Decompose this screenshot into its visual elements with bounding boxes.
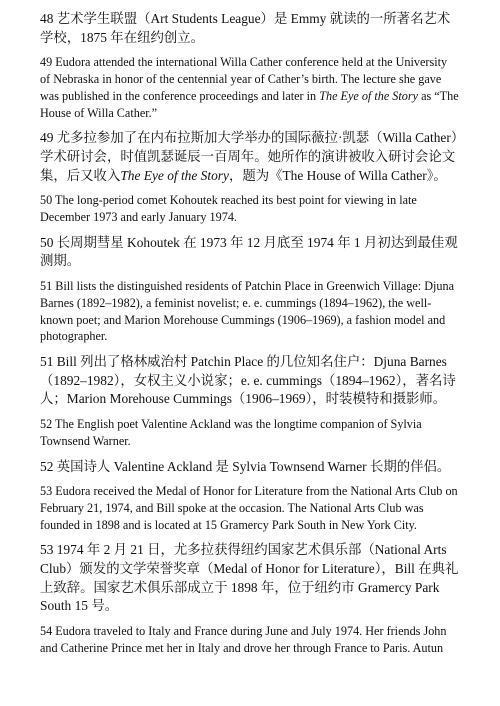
text-run: 53 Eudora received the Medal of Honor for Literature from the National Arts Club on February 21, 1974, and Bill spoke at the occasion. The National Arts Club was founded in 1898 and is located at 15 Gramercy Park South in New York City. bbox=[40, 484, 458, 532]
footnote-zh bbox=[40, 541, 460, 615]
footnote-en bbox=[40, 278, 460, 345]
footnote-zh bbox=[40, 129, 460, 185]
footnote-en bbox=[40, 416, 460, 450]
italic-title: The Eye of the Story bbox=[319, 88, 419, 103]
text-run: 49 尤多拉参加了在内布拉斯加大学举办的国际薇拉·凯瑟（Willa Cather）学术研讨会，时值凯瑟诞辰一百周年。她所作的演讲被收入研讨会论文集，后又收入 bbox=[40, 130, 458, 183]
footnote-zh bbox=[40, 10, 460, 47]
text-run: 52 The English poet Valentine Ackland was the longtime companion of Sylvia Townsend Warner. bbox=[40, 416, 422, 448]
text-run: ，题为《The House of Willa Cather》。 bbox=[228, 167, 447, 183]
text-run: 50 长周期彗星 Kohoutek 在 1973 年 12 月底至 1974 年 1 月初达到最佳观测期。 bbox=[40, 234, 458, 269]
text-run: 51 Bill 列出了格林威治村 Patchin Place 的几位知名住户：Djuna Barnes（1892–1982），女权主义小说家；e. e. cummings（1894–1962），著名诗人；Marion Morehouse Cummings（1906–1969），时装模特和摄影师。 bbox=[40, 354, 456, 407]
text-run: 50 The long-period comet Kohoutek reached its best point for viewing in late December 1973 and early January 1974. bbox=[40, 193, 417, 224]
footnote-en bbox=[40, 623, 460, 657]
text-run: as “The House of Willa Cather.” bbox=[40, 88, 459, 120]
footnote-zh bbox=[40, 234, 460, 271]
footnote-en bbox=[40, 483, 460, 533]
footnote-zh bbox=[40, 353, 460, 409]
text-run: 49 Eudora attended the international Willa Cather conference held at the University of Nebraska in honor of the centennial year of Cather’s birth. The lecture she gave was published in the conference proceedings and later in bbox=[40, 55, 448, 103]
text-run: 52 英国诗人 Valentine Ackland 是 Sylvia Townsend Warner 长期的伴侣。 bbox=[40, 458, 451, 474]
footnote-en bbox=[40, 54, 460, 121]
italic-title: The Eye of the Story bbox=[120, 167, 229, 183]
text-run: 54 Eudora traveled to Italy and France during June and July 1974. Her friends John and Catherine Prince met her in Italy and drove her through France to Paris. Autun bbox=[40, 623, 447, 655]
text-run: 53 1974 年 2 月 21 日，尤多拉获得纽约国家艺术俱乐部（National Arts Club）颁发的文学荣誉奖章（Medal of Honor for Literature），Bill 在典礼上致辞。国家艺术俱乐部成立于 1898 年，位于纽约市 Gramercy Park South 15 号。 bbox=[40, 542, 459, 614]
text-run: 48 艺术学生联盟（Art Students League）是 Emmy 就读的一所著名艺术学校，1875 年在纽约创立。 bbox=[40, 11, 451, 45]
footnote-zh bbox=[40, 458, 460, 477]
footnote-en bbox=[40, 192, 460, 226]
text-run: 51 Bill lists the distinguished residents of Patchin Place in Greenwich Village: Djuna Barnes (1892–1982), a feminist novelist; e. e. cummings (1894–1962), the well-known poet; and Marion Morehouse Cummings (1906–1969), a fashion model and photographer. bbox=[40, 278, 455, 344]
